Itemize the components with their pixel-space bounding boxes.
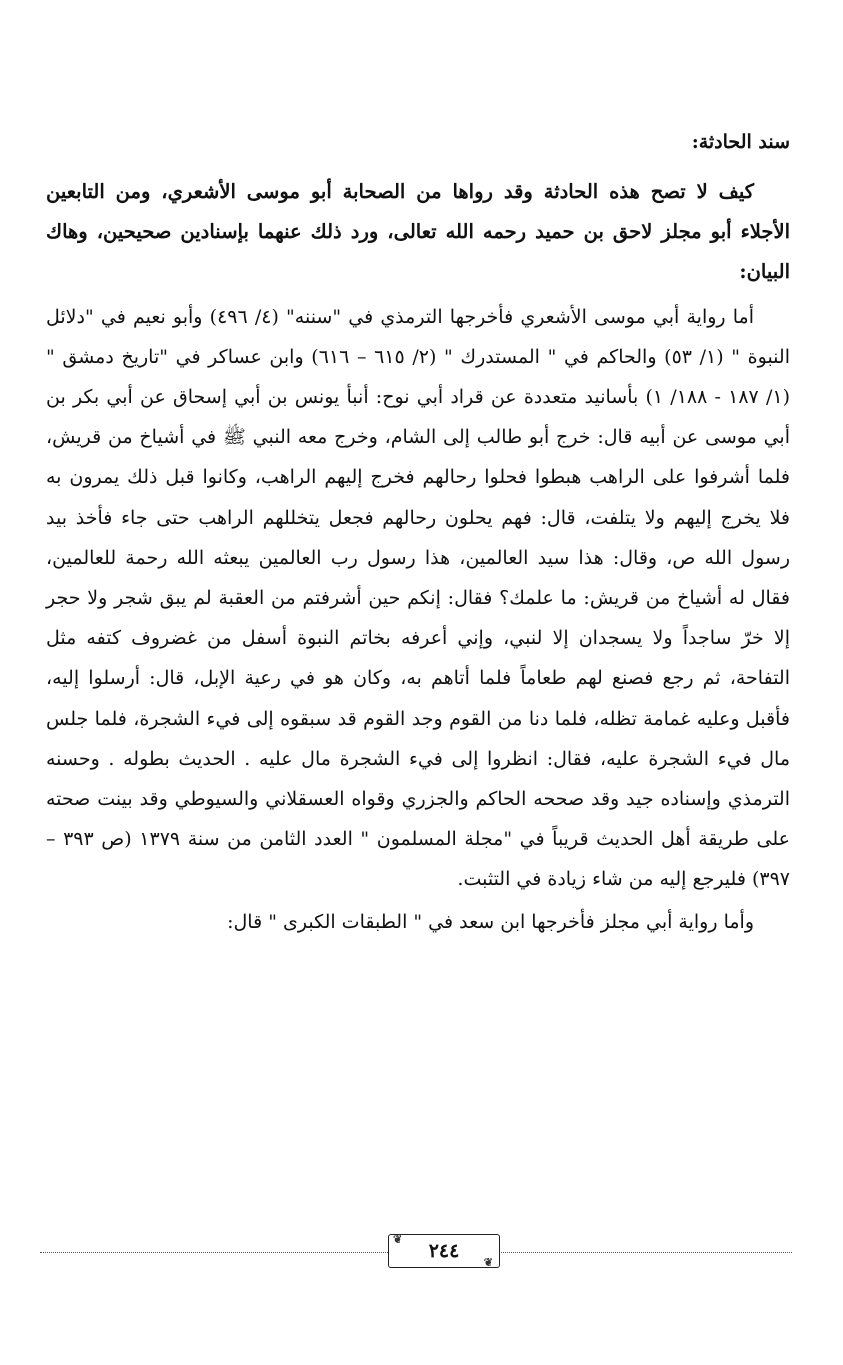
section-heading: سند الحادثة: xyxy=(691,131,790,153)
ornament-icon: ❦ xyxy=(483,1256,495,1269)
page-number-frame xyxy=(388,1234,500,1268)
page-number: ٢٤٤ xyxy=(428,1240,460,1262)
intro-paragraph: كيف لا تصح هذه الحادثة وقد رواها من الصحابة أبو موسى الأشعري، ومن التابعين الأجلاء أبو مجلز لاحق بن حميد رحمه الله تعالى، ورد ذلك عنهما بإسنادين صحيحين، وهاك البيان: xyxy=(46,180,790,284)
ornament-icon: ❦ xyxy=(393,1233,405,1246)
body-text xyxy=(46,122,790,942)
narration-paragraph: أما رواية أبي موسى الأشعري فأخرجها الترمذي في "سننه" (٤/ ٤٩٦) وأبو نعيم في "دلائل النبوة " (١/ ٥٣) والحاكم في " المستدرك " (٢/ ٦١٥ – ٦١٦) وابن عساكر في "تاريخ دمشق " (١/ ١٨٧ - ١٨٨/ ١) بأسانيد متعددة عن قراد أبي نوح: أنبأ يونس بن أبي إسحاق عن أبي بكر بن أبي موسى عن أبيه قال: خرج أبو طالب إلى الشام، وخرج معه النبي ﷺ في أشياخ من قريش، فلما أشرفوا على الراهب هبطوا فحلوا رحالهم فخرج إليهم الراهب، وكانوا قبل ذلك يمرون به فلا يخرج إليهم ولا يتلفت، قال: فهم يحلون رحالهم فجعل يتخللهم الراهب حتى جاء فأخذ بيد رسول الله ص، وقال: هذا سيد العالمين، هذا رسول رب العالمين يبعثه الله رحمة للعالمين، فقال له أشياخ من قريش: ما علمك؟ فقال: إنكم حين أشرفتم من العقبة لم يبق شجر ولا حجر إلا خرّ ساجداً ولا يسجدان إلا لنبي، وإني أعرفه بخاتم النبوة أسفل من غضروف كتفه مثل التفاحة، ثم رجع فصنع لهم طعاماً فلما أتاهم به، وكان هو في رعية الإبل، قال: أرسلوا إليه، فأقبل وعليه غمامة تظله، فلما دنا من القوم وجد القوم قد سبقوه إلى فيء الشجرة، فلما جلس مال فيء الشجرة عليه، فقال: انظروا إلى فيء الشجرة مال عليه . الحديث بطوله . وحسنه الترمذي وإسناده جيد وقد صححه الحاكم والجزري وقواه العسقلاني والسيوطي وقد بينت صحته على طريقة أهل الحديث قريباً في "مجلة المسلمون " العدد الثامن من سنة ١٣٧٩ (ص ٣٩٣ – ٣٩٧) فليرجع إليه من شاء زيادة في التثبت. xyxy=(46,305,790,891)
closing-paragraph: وأما رواية أبي مجلز فأخرجها ابن سعد في " الطبقات الكبرى " قال: xyxy=(227,910,754,933)
page-footer xyxy=(40,1230,792,1270)
